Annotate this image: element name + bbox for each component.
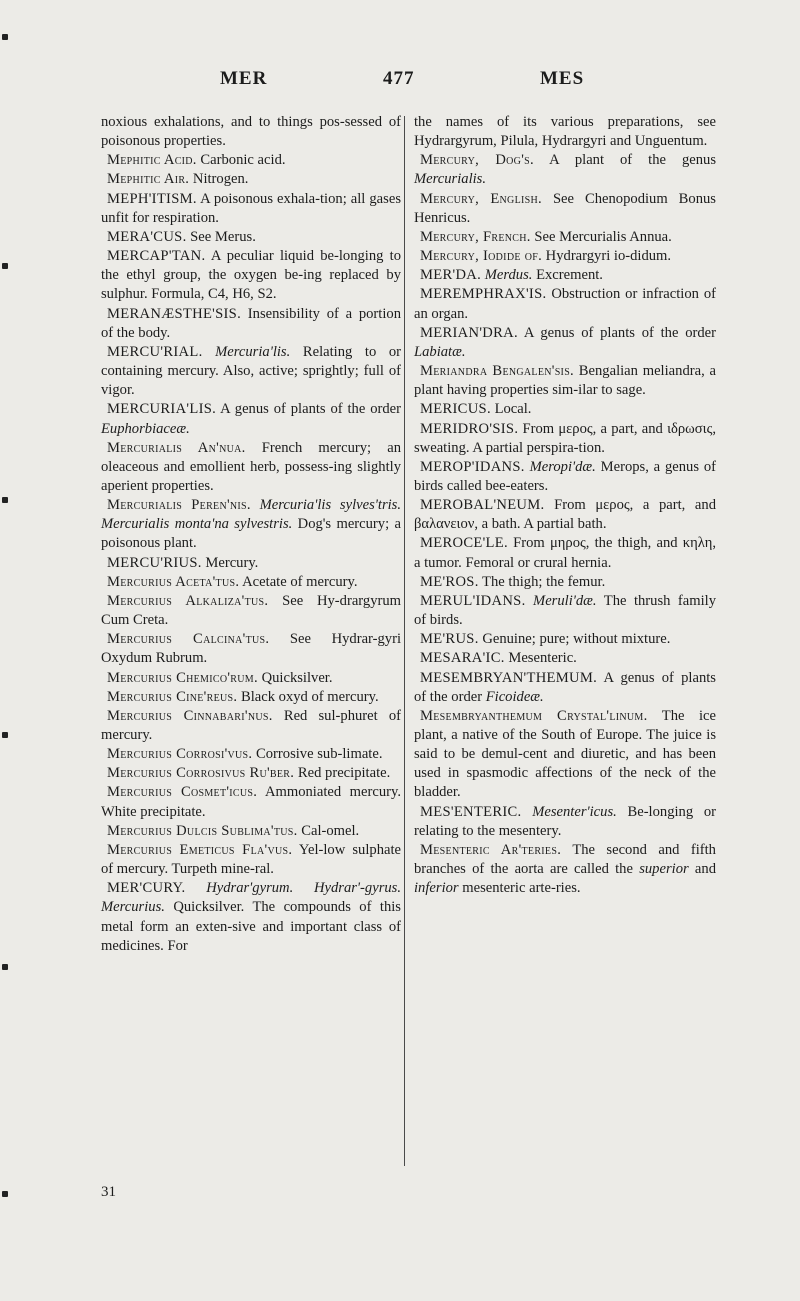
dictionary-entry	[101, 170, 401, 189]
dictionary-entry	[101, 343, 401, 400]
entry-definition: Mercury.	[201, 554, 259, 571]
italic-term: superior	[639, 861, 689, 878]
entry-definition: The thigh; the femur.	[478, 573, 606, 590]
margin-mark	[2, 34, 8, 40]
dictionary-entry	[101, 764, 401, 783]
entry-definition: Mesenteric.	[504, 650, 577, 667]
dictionary-entry	[101, 113, 401, 151]
entry-headword: MEREMPHRAX'IS.	[420, 286, 547, 303]
latin-term: Mercuria'lis.	[202, 343, 291, 360]
entry-headword: Mercurialis Peren'nis.	[107, 497, 251, 514]
entry-headword: Mercurius Chemico'rum.	[107, 669, 258, 686]
column-divider	[404, 116, 405, 1166]
entry-headword: MERUL'IDANS.	[420, 592, 526, 609]
entry-headword: Mercurius Dulcis Sublima'tus.	[107, 822, 298, 839]
entry-definition: Relating to or containing mercury. Also, active; sprightly; full of vigor.	[101, 343, 401, 399]
margin-mark	[2, 263, 8, 269]
dictionary-entry	[414, 400, 716, 419]
entry-headword: MER'CURY.	[107, 880, 186, 897]
dictionary-entry	[101, 228, 401, 247]
running-header	[0, 68, 800, 98]
entry-headword: MEROBAL'NEUM.	[420, 497, 545, 514]
entry-headword: Mercurius Calcina'tus.	[107, 631, 270, 648]
entry-definition: A poisonous exhala-tion; all gases unfit for respiration.	[101, 190, 401, 226]
margin-mark	[2, 497, 8, 503]
entry-headword: MERIAN'DRA.	[420, 324, 518, 341]
entry-headword: Mesembryanthemum Crystal'linum.	[420, 707, 648, 724]
entry-headword: Mercurius Cine'reus.	[107, 688, 238, 705]
dictionary-entry	[414, 707, 716, 803]
dictionary-entry	[414, 228, 716, 247]
entry-headword: Mercurius Cinnabari'nus.	[107, 707, 273, 724]
entry-headword: Mercurius Emeticus Fla'vus.	[107, 841, 293, 858]
dictionary-entry	[414, 592, 716, 630]
dictionary-entry	[101, 400, 401, 438]
dictionary-entry	[101, 439, 401, 496]
dictionary-entry	[414, 803, 716, 841]
entry-definition: See Merus.	[186, 228, 256, 245]
entry-definition: The thrush family of birds.	[414, 592, 716, 629]
entry-definition: A genus of plants of the order	[517, 324, 716, 341]
entry-headword: MERANÆSTHE'SIS.	[107, 305, 242, 322]
entry-headword: Mercury, English.	[420, 190, 542, 207]
entry-headword: MESARA'IC.	[420, 650, 505, 667]
entry-definition: A genus of plants of the order	[216, 401, 401, 418]
dictionary-entry	[414, 496, 716, 534]
dictionary-entry	[101, 496, 401, 553]
entry-headword: MEROCE'LE.	[420, 535, 508, 552]
entry-headword: Meriandra Bengalen'sis.	[420, 363, 574, 380]
latin-term: Meruli'dæ.	[525, 592, 597, 609]
entry-definition: Genuine; pure; without mixture.	[478, 631, 671, 648]
entry-headword: Mercurius Aceta'tus.	[107, 573, 240, 590]
entry-definition: Insensibility of a portion of the body.	[101, 305, 401, 341]
right-column	[414, 113, 716, 898]
entry-headword: MERA'CUS.	[107, 228, 187, 245]
entry-headword: Mercurius Cosmet'icus.	[107, 784, 258, 801]
entry-definition: Excrement.	[532, 267, 603, 284]
dictionary-entry	[101, 707, 401, 745]
dictionary-entry	[101, 151, 401, 170]
dictionary-entry	[101, 190, 401, 228]
italic-term: Ficoideæ.	[485, 688, 544, 705]
entry-headword: MEROP'IDANS.	[420, 458, 525, 475]
entry-headword: ME'ROS.	[420, 573, 479, 590]
entry-definition: Nitrogen.	[189, 171, 249, 188]
dictionary-entry	[101, 783, 401, 821]
latin-term: Hydrar'gyrum. Hydrar'-gyrus. Mercurius.	[101, 880, 401, 916]
dictionary-entry	[414, 573, 716, 592]
left-column	[101, 113, 401, 956]
entry-headword: Mesenteric Ar'teries.	[420, 841, 562, 858]
dictionary-entry	[101, 669, 401, 688]
entry-definition: See Mercurialis Annua.	[530, 228, 672, 245]
entry-headword: MERCURIA'LIS.	[107, 401, 217, 418]
latin-term: Mesenter'icus.	[521, 803, 617, 820]
entry-definition: Bengalian meliandra, a plant having properties sim-ilar to sage.	[414, 363, 716, 399]
entry-headword: MERCAP'TAN.	[107, 248, 206, 265]
italic-term: inferior	[414, 880, 459, 897]
entry-definition: Ammoniated mercury. White precipitate.	[101, 784, 401, 820]
dictionary-entry	[101, 841, 401, 879]
entry-definition: A plant of the genus	[533, 152, 717, 169]
dictionary-entry	[414, 649, 716, 668]
signature-mark: 31	[101, 1184, 116, 1200]
entry-definition: The second and fifth branches of the aorta are called the	[414, 841, 716, 878]
latin-term: Mercuria'lis sylves'tris. Mercurialis monta'na sylvestris.	[101, 497, 402, 533]
latin-term: Meropi'dæ.	[524, 458, 596, 475]
entry-definition: Obstruction or infraction of an organ.	[414, 286, 716, 322]
dictionary-entry	[101, 305, 401, 343]
entry-definition: mesenteric arte-ries.	[458, 880, 581, 897]
entry-headword: Mephitic Acid.	[107, 152, 197, 169]
dictionary-entry	[414, 324, 716, 362]
entry-definition: Black oxyd of mercury.	[237, 688, 379, 705]
entry-definition: Yel-low sulphate of mercury. Turpeth mine-ral.	[101, 841, 401, 878]
dictionary-entry	[101, 573, 401, 592]
dictionary-entry	[101, 745, 401, 764]
entry-definition: Dog's mercury; a poisonous plant.	[101, 516, 401, 552]
entry-definition: Local.	[490, 401, 532, 418]
entry-headword: MERCU'RIUS.	[107, 554, 202, 571]
entry-definition: See Chenopodium Bonus Henricus.	[414, 190, 716, 226]
italic-term: Euphorbiaceæ.	[101, 420, 190, 437]
margin-mark	[2, 732, 8, 738]
entry-definition: Corrosive sub-limate.	[252, 746, 383, 763]
entry-headword: Mercury, Iodide of.	[420, 248, 543, 265]
dictionary-entry	[101, 822, 401, 841]
dictionary-entry	[414, 266, 716, 285]
entry-headword: Mercurius Corrosi'vus.	[107, 746, 253, 763]
dictionary-entry	[101, 879, 401, 956]
header-left-guideword: MER	[220, 68, 268, 89]
entry-definition: Be-longing or relating to the mesentery.	[414, 803, 716, 839]
entry-definition: Merops, a genus of birds called bee-eaters.	[414, 458, 716, 494]
entry-definition: French mercury; an oleaceous and emollient herb, possess-ing slightly aperient properties.	[101, 439, 401, 494]
entry-definition: See Hy-drargyrum Cum Creta.	[101, 592, 402, 629]
entry-headword: Mephitic Air.	[107, 171, 190, 188]
entry-headword: Mercury, Dog's.	[420, 152, 534, 169]
entry-headword: MES'ENTERIC.	[420, 803, 522, 820]
entry-headword: MESEMBRYAN'THEMUM.	[420, 669, 598, 686]
entry-headword: MEPH'ITISM.	[107, 190, 197, 207]
header-right-guideword: MES	[540, 68, 585, 89]
italic-term: Labiatæ.	[414, 343, 466, 360]
entry-headword: MER'DA.	[420, 267, 482, 284]
entry-definition: Quicksilver.	[257, 669, 333, 686]
dictionary-entry	[414, 285, 716, 323]
entry-headword: MERIDRO'SIS.	[420, 420, 519, 437]
entry-headword: Mercurialis An'nua.	[107, 439, 246, 456]
dictionary-entry	[101, 247, 401, 304]
dictionary-entry	[414, 534, 716, 572]
dictionary-entry	[414, 841, 716, 898]
entry-definition: and	[688, 861, 716, 878]
entry-definition: Red sul-phuret of mercury.	[101, 707, 401, 743]
entry-definition: From μηρος, the thigh, and κηλη, a tumor. Femoral or crural hernia.	[414, 535, 716, 571]
entry-headword: Mercury, French.	[420, 228, 531, 245]
dictionary-entry	[414, 630, 716, 649]
continued-text: noxious exhalations, and to things pos-sessed of poisonous properties.	[101, 114, 401, 150]
dictionary-entry	[414, 190, 716, 228]
entry-definition: A peculiar liquid be-longing to the ethyl group, the oxygen be-ing replaced by sulphur. Formula, C4, H6, S2.	[101, 248, 401, 303]
dictionary-entry	[101, 630, 401, 668]
dictionary-entry	[414, 151, 716, 189]
dictionary-entry	[101, 554, 401, 573]
entry-definition: Quicksilver. The compounds of this metal form an exten-sive and important class of medicines. For	[101, 899, 401, 954]
entry-definition: The ice plant, a native of the South of Europe. The juice is said to be demul-cent and diuretic, and has been used in spasmodic affections of the neck of the bladder.	[414, 707, 716, 801]
dictionary-entry	[101, 592, 401, 630]
margin-mark	[2, 1191, 8, 1197]
italic-term: Mercurialis.	[414, 171, 487, 188]
entry-definition: From μερος, a part, and ιδρωσις, sweating. A partial perspira-tion.	[414, 420, 716, 456]
entry-headword: Mercurius Alkaliza'tus.	[107, 592, 269, 609]
entry-definition: Carbonic acid.	[196, 152, 286, 169]
entry-definition: Cal-omel.	[297, 822, 360, 839]
entry-headword: MERICUS.	[420, 401, 491, 418]
entry-definition: Hydrargyri io-didum.	[542, 248, 672, 265]
entry-definition: Acetate of mercury.	[239, 573, 358, 590]
dictionary-entry	[414, 420, 716, 458]
entry-definition: From μερος, a part, and βαλανειον, a bath. A partial bath.	[414, 497, 716, 533]
margin-mark	[2, 964, 8, 970]
entry-definition: A genus of plants of the order	[414, 669, 716, 705]
entry-headword: Mercurius Corrosivus Ru'ber.	[107, 765, 295, 782]
dictionary-entry	[101, 688, 401, 707]
dictionary-entry	[414, 362, 716, 400]
entry-headword: ME'RUS.	[420, 631, 479, 648]
dictionary-entry	[414, 113, 716, 151]
latin-term: Merdus.	[481, 267, 533, 284]
dictionary-entry	[414, 458, 716, 496]
entry-definition: See Hydrar-gyri Oxydum Rubrum.	[101, 631, 401, 667]
page-number: 477	[383, 68, 415, 89]
entry-headword: MERCU'RIAL.	[107, 343, 203, 360]
dictionary-entry	[414, 669, 716, 707]
entry-definition: Red precipitate.	[294, 765, 391, 782]
dictionary-entry	[414, 247, 716, 266]
continued-text: the names of its various preparations, see Hydrargyrum, Pilula, Hydrargyri and Unguentum.	[414, 114, 716, 150]
